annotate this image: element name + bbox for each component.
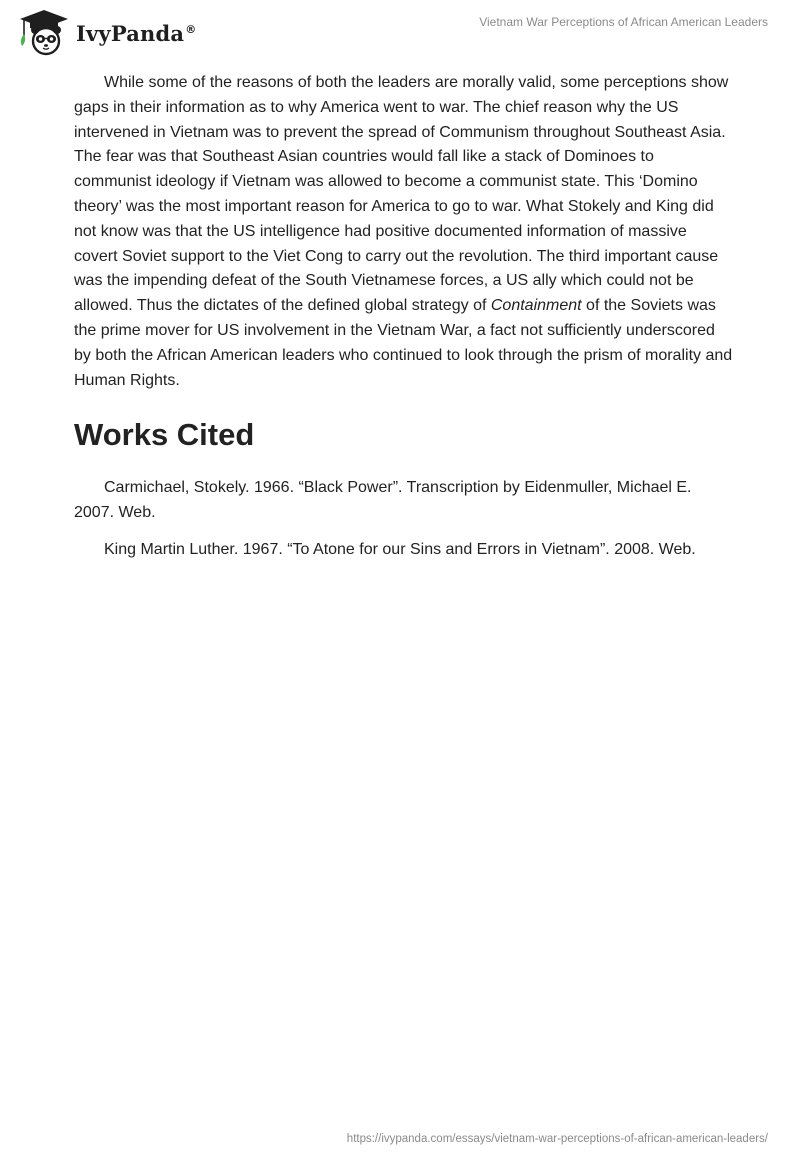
panda-graduate-icon [16, 8, 72, 56]
brand-logo[interactable] [16, 8, 196, 56]
page-header [0, 0, 800, 60]
document-content [74, 71, 734, 574]
paragraph-text-part2: of the Soviets was the prime mover for US involvement in the Vietnam War, a fact not sufficiently underscored by both the African American leaders who continued to look through the prism of morality and Human Rights. [74, 297, 733, 389]
brand-name: IvyPanda® [76, 20, 197, 46]
body-paragraph [74, 71, 734, 393]
paragraph-emphasis: Containment [490, 297, 582, 315]
running-title: Vietnam War Perceptions of African American Leaders [479, 15, 768, 29]
citation-entry: King Martin Luther. 1967. “To Atone for our Sins and Errors in Vietnam”. 2008. Web. [104, 541, 696, 559]
citation-entry: Carmichael, Stokely. 1966. “Black Power”. Transcription by Eidenmuller, Michael E. 2007. Web. [74, 479, 692, 522]
registered-mark: ® [185, 22, 197, 36]
works-cited-list [74, 475, 734, 562]
paragraph-text-part1: While some of the reasons of both the leaders are morally valid, some perceptions show gaps in their information as to why America went to war. The chief reason why the US intervened in Vietnam was to prevent the spread of Communism throughout Southeast Asia. The fear was that Southeast Asian countries would fall like a stack of Dominoes to communist ideology if Vietnam was allowed to become a communist state. This ‘Domino theory’ was the most important reason for America to go to war. What Stokely and King did not know was that the US intelligence had positive documented information of massive covert Soviet support to the Viet Cong to carry out the revolution. The third important cause was the impending defeat of the South Vietnamese forces, a US ally which could not be allowed. Thus the dictates of the defined global strategy of [74, 74, 729, 315]
source-url[interactable]: https://ivypanda.com/essays/vietnam-war-perceptions-of-african-american-leaders/ [346, 1133, 768, 1145]
works-cited-heading: Works Cited [74, 417, 255, 453]
